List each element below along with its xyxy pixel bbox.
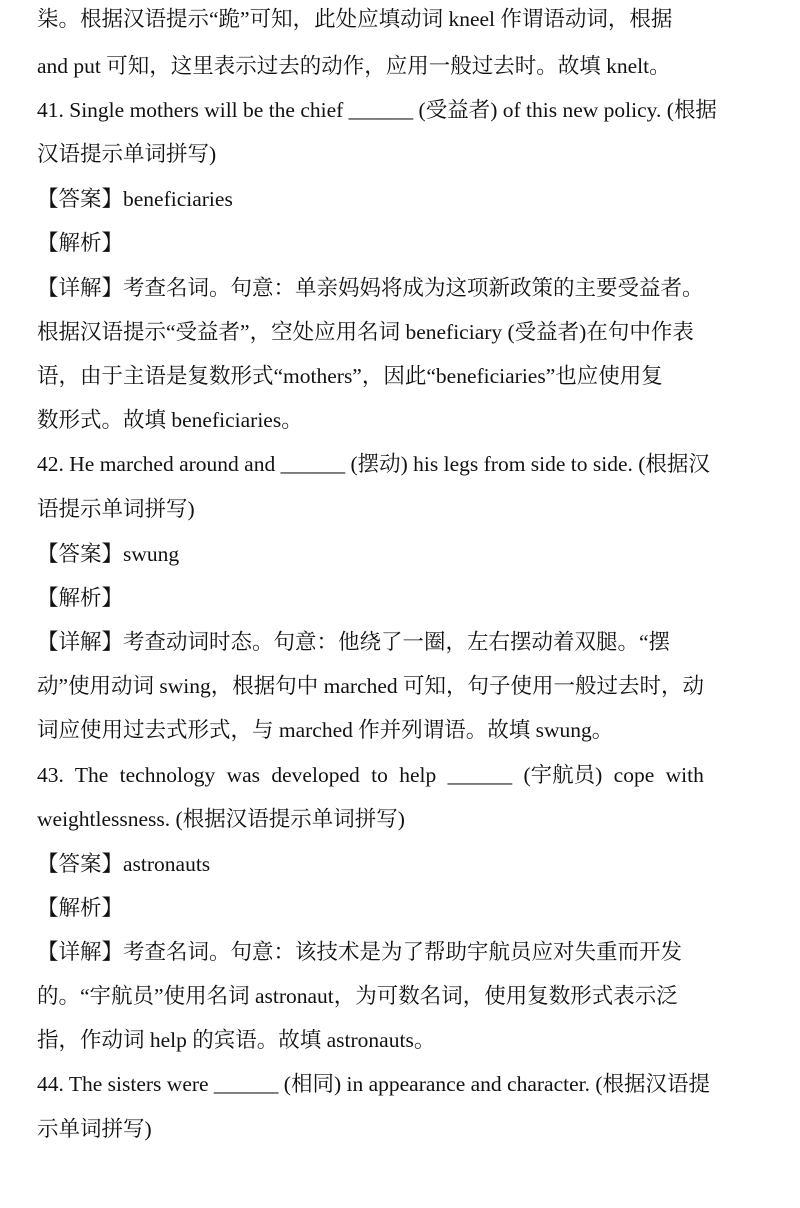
- explanation-42-line-1: 【详解】考查动词时态。句意：他绕了一圈，左右摆动着双腿。“摆: [37, 630, 671, 654]
- explanation-41-line-3: 语，由于主语是复数形式“mothers”，因此“beneficiaries”也应使用复: [37, 364, 663, 388]
- analysis-label-41: 【解析】: [37, 231, 124, 255]
- question-43-line-1: 43. The technology was developed to help ______ (宇航员) cope with: [37, 763, 704, 787]
- answer-43: 【答案】astronauts: [37, 852, 211, 876]
- question-42-line-1: 42. He marched around and ______ (摆动) his legs from side to side. (根据汉: [37, 452, 710, 476]
- answer-42: 【答案】swung: [37, 542, 180, 566]
- answer-41: 【答案】beneficiaries: [37, 187, 233, 211]
- explanation-41-line-1: 【详解】考查名词。句意：单亲妈妈将成为这项新政策的主要受益者。: [37, 276, 704, 300]
- explanation-43-line-2: 的。“宇航员”使用名词 astronaut，为可数名词，使用复数形式表示泛: [37, 984, 678, 1008]
- text-line: and put 可知，这里表示过去的动作，应用一般过去时。故填 knelt。: [37, 54, 671, 78]
- explanation-41-line-4: 数形式。故填 beneficiaries。: [37, 408, 303, 432]
- question-41-line-1: 41. Single mothers will be the chief ______ (受益者) of this new policy. (根据: [37, 98, 717, 122]
- question-41-line-2: 汉语提示单词拼写): [37, 142, 217, 166]
- explanation-42-line-3: 词应使用过去式形式，与 marched 作并列谓语。故填 swung。: [37, 718, 614, 742]
- question-44-line-2: 示单词拼写): [37, 1117, 152, 1141]
- explanation-43-line-1: 【详解】考查名词。句意：该技术是为了帮助宇航员应对失重而开发: [37, 940, 683, 964]
- question-43-line-2: weightlessness. (根据汉语提示单词拼写): [37, 807, 405, 831]
- explanation-42-line-2: 动”使用动词 swing，根据句中 marched 可知，句子使用一般过去时，动: [37, 674, 705, 698]
- explanation-43-line-3: 指，作动词 help 的宾语。故填 astronauts。: [37, 1028, 436, 1052]
- analysis-label-42: 【解析】: [37, 586, 124, 610]
- explanation-41-line-2: 根据汉语提示“受益者”，空处应用名词 beneficiary (受益者)在句中作表: [37, 320, 694, 344]
- question-42-line-2: 语提示单词拼写): [37, 497, 195, 521]
- question-44-line-1: 44. The sisters were ______ (相同) in appearance and character. (根据汉语提: [37, 1072, 711, 1096]
- text-line: 柒。根据汉语提示“跪”可知，此处应填动词 kneel 作谓语动词，根据: [37, 7, 673, 31]
- analysis-label-43: 【解析】: [37, 896, 124, 920]
